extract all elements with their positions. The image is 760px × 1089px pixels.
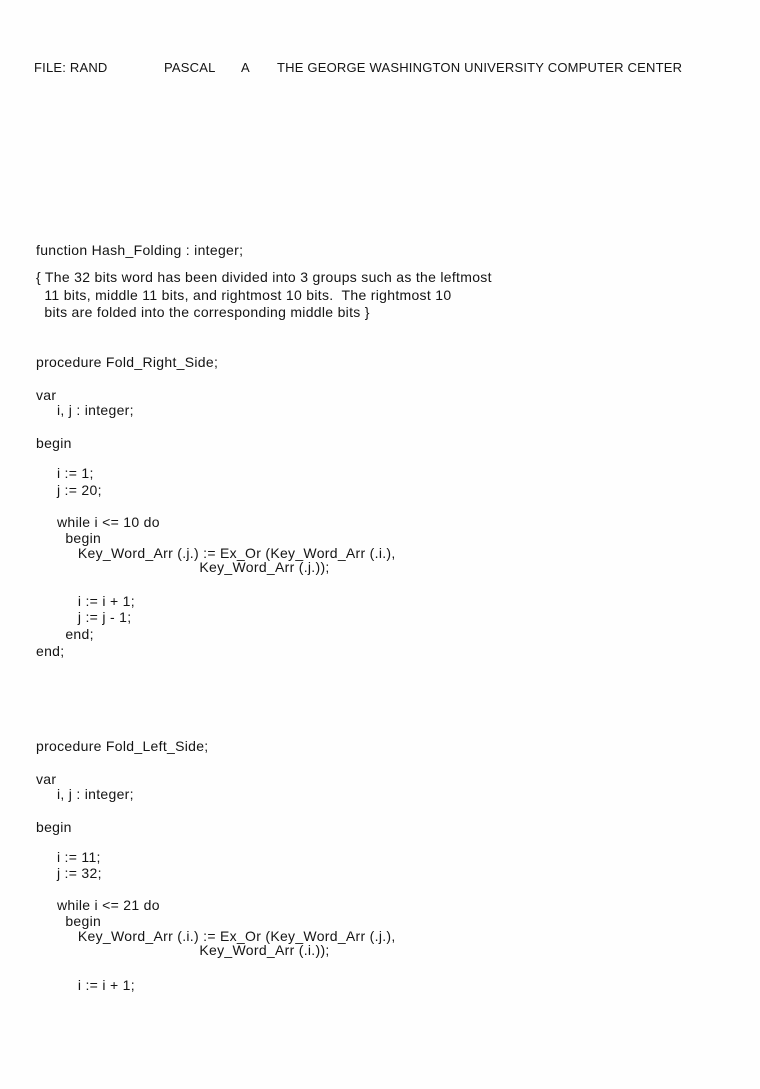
code-comment-line: { The 32 bits word has been divided into 3 groups such as the leftmost — [36, 269, 492, 285]
code-line: Key_Word_Arr (.i.) := Ex_Or (Key_Word_Arr (.j.), — [36, 928, 396, 944]
code-line: i := i + 1; — [36, 593, 135, 609]
code-line: i, j : integer; — [36, 402, 134, 418]
code-line: var — [36, 771, 57, 787]
code-line: procedure Fold_Left_Side; — [36, 738, 209, 754]
code-line: begin — [36, 435, 72, 451]
code-line: j := 20; — [36, 482, 102, 498]
header-center: THE GEORGE WASHINGTON UNIVERSITY COMPUTER CENTER — [277, 60, 683, 75]
header-mode: A — [241, 60, 250, 75]
code-line: begin — [36, 530, 102, 546]
code-line: j := 32; — [36, 865, 102, 881]
code-line: while i <= 10 do — [36, 514, 160, 530]
code-comment-line: 11 bits, middle 11 bits, and rightmost 10 bits. The rightmost 10 — [36, 287, 452, 303]
header-file: FILE: RAND — [34, 60, 108, 75]
code-line: j := j - 1; — [36, 609, 132, 625]
page-header — [34, 60, 683, 150]
code-line: i, j : integer; — [36, 786, 134, 802]
code-line: while i <= 21 do — [36, 897, 160, 913]
code-line: begin — [36, 819, 72, 835]
code-line: Key_Word_Arr (.j.)); — [36, 559, 330, 575]
code-line: Key_Word_Arr (.j.) := Ex_Or (Key_Word_Arr (.i.), — [36, 545, 396, 561]
code-line: end; — [36, 643, 65, 659]
code-line: end; — [36, 626, 94, 642]
header-language: PASCAL — [164, 60, 216, 75]
code-line: Key_Word_Arr (.i.)); — [36, 942, 330, 958]
code-line: i := i + 1; — [36, 977, 135, 993]
code-comment-line: bits are folded into the corresponding middle bits } — [36, 304, 370, 320]
code-line: i := 11; — [36, 849, 101, 865]
code-line: i := 1; — [36, 465, 94, 481]
code-line: var — [36, 387, 57, 403]
code-line: begin — [36, 913, 102, 929]
code-line: procedure Fold_Right_Side; — [36, 354, 219, 370]
code-line: function Hash_Folding : integer; — [36, 242, 244, 258]
